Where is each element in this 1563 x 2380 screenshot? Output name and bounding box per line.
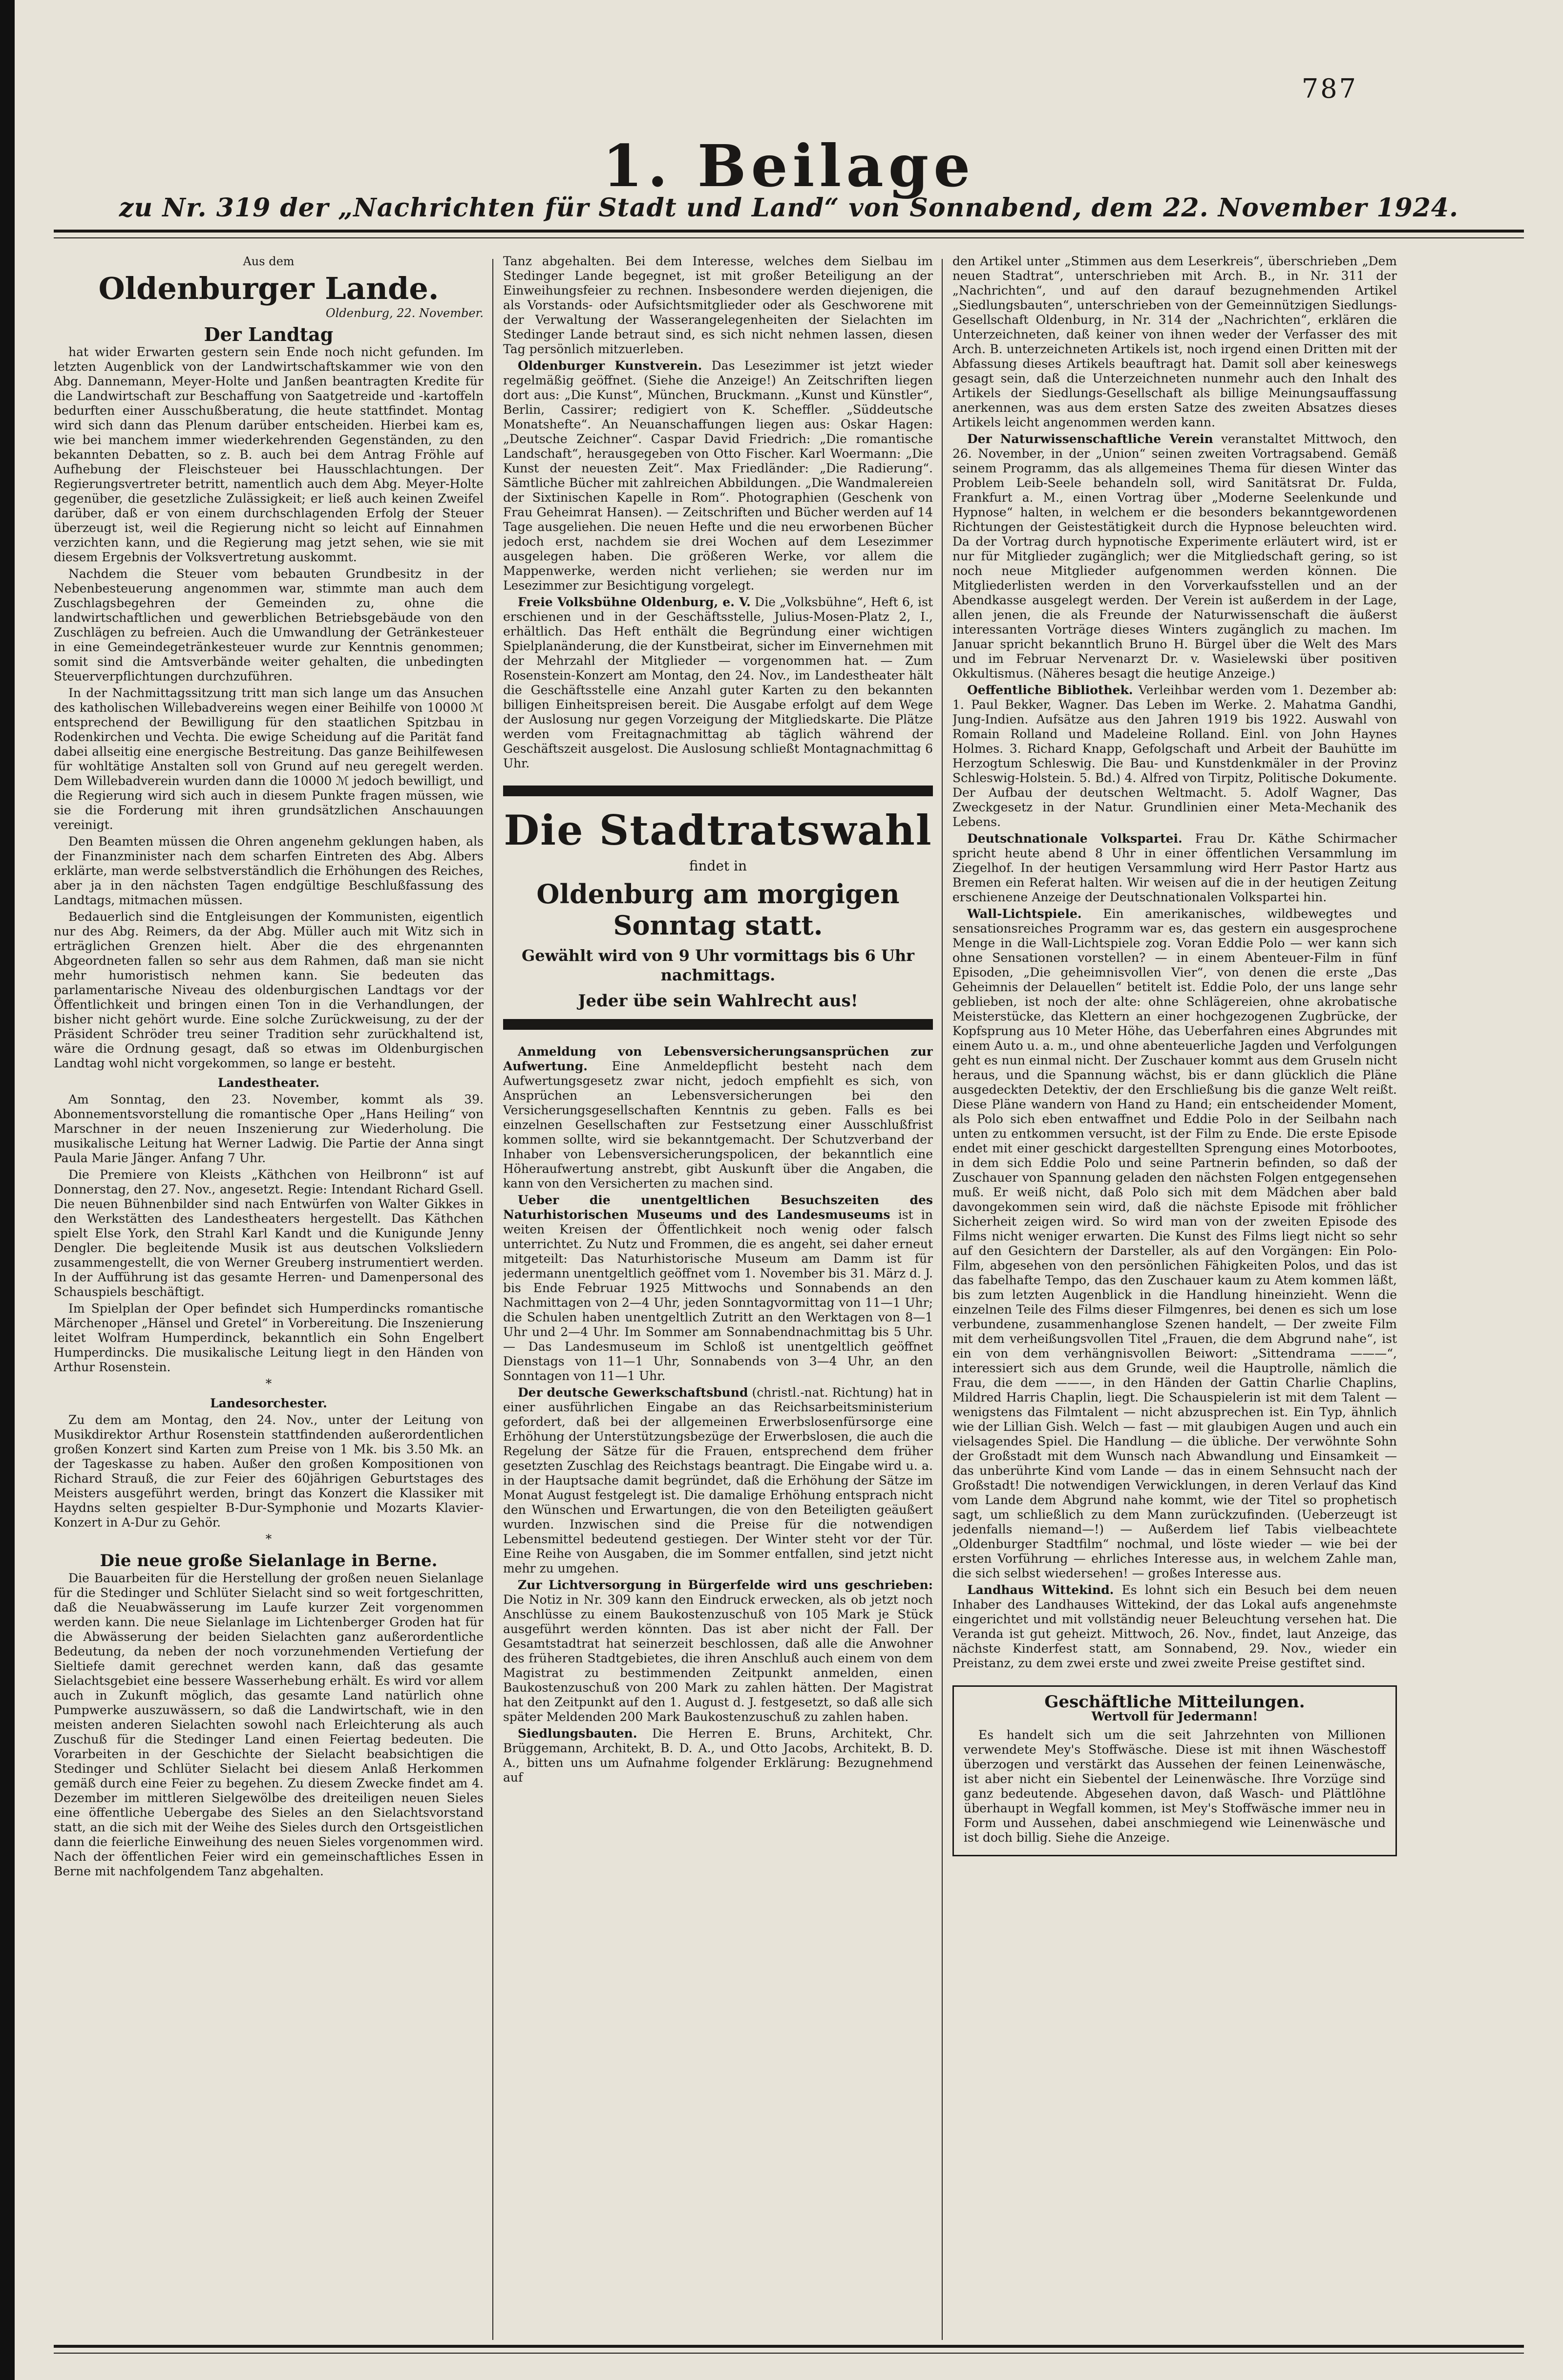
separator-star: * [265,1532,272,1546]
article-paragraph: hat wider Erwarten gestern sein Ende noch nicht gefunden. Im letzten Augenblick von der Landwirtschaftskammer wie von den Abg. Dannemann, Meyer-Holte und Janßen beantragten Kredite für die Landwirtschaft zur Beschaffung von Saatgetreide und -kartoffeln bedurften einer Ausschußberatung, die heute stattfindet. Montag wird sich dann das Plenum darüber entscheiden. Hierbei kam es, wie bei manchem immer wiederkehrenden Gegenständen, zu den bekannten Debatten, so z. B. auch bei dem Antrag Fröhle auf Aufhebung der Fleischsteuer bei Hausschlachtungen. Der Regierungsvertreter betritt, namentlich auch dem Abg. Meyer-Holte gegenüber, die gesetzliche Zulässigkeit; er ließ auch keinen Zweifel darüber, daß er von einem durchschlagenden Erfolg der Steuer überzeugt ist, weil die Regierung nicht so leicht auf Einnahmen verzichten kann, und die Regierung mag jetzt sehen, wie sie mit diesem Ergebnis der Volksvertretung auskommt. [54,345,484,564]
article-paragraph: Zu dem am Montag, den 24. Nov., unter der Leitung von Musikdirektor Arthur Rosenstein stattfindenden außerordentlichen großen Konzert sind Karten zum Preise von 1 Mk. bis 3.50 Mk. an der Tageskasse zu haben. Außer den großen Kompositionen von Richard Strauß, die zur Feier des 60jährigen Geburtstages des Meisters ausgeführt werden, bringt das Konzert die Klassiker mit Haydns selten gespielter B-Dur-Symphonie und Mozarts Klavier-Konzert in A-Dur zu Gehör. [54,1413,484,1530]
ad-findet: findet in [689,858,747,874]
item-text: Die Notiz in Nr. 309 kann den Eindruck erwecken, als ob jetzt noch Anschlüsse zu einem Baukostenzuschuß von 105 Mark je Stück ausgeführt werden könnten. Das ist aber nicht der Fall. Der Gesamtstadtrat hat seinerzeit beschlossen, daß alle die Anwohner des früheren Stadtgebietes, die ihren Anschluß auch einem von dem Magistrat zu bestimmenden Zeitpunkt anmelden, einen Baukostenzuschuß von 200 Mark zu zahlen hätten. Der Magistrat hat den Zeitpunkt auf den 1. August d. J. festgesetzt, so daß alle sich später Meldenden 200 Mark Baukostenzuschuß zu zahlen haben. [503,1593,933,1724]
item-lead: Deutschnationale Volkspartei. [967,831,1183,846]
item-lead: Oeffentliche Bibliothek. [967,683,1133,697]
ad-place: Oldenburg am morgigen Sonntag statt. [536,878,900,941]
item-lead: Der Naturwissenschaftliche Verein [967,432,1213,446]
item-text: Es lohnt sich ein Besuch bei dem neuen Inhaber des Landhauses Wittekind, der das Lokal aufs angenehmste eingerichtet und mit vollständig neuer Beleuchtung versehen hat. Die Veranda ist gut geheizt. Mittwoch, 26. Nov., findet, laut Anzeige, das nächste Kinderfest statt, am Sonnabend, 29. Nov., wieder ein Preistanz, zu dem zwei erste und zwei zweite Preise gestiftet sind. [952,1583,1397,1670]
article-paragraph: Die Bauarbeiten für die Herstellung der großen neuen Sielanlage für die Stedinger und Schlüter Sielacht sind so weit fortgeschritten, daß die Neuabwässerung im Laufe kurzer Zeit vorgenommen werden kann. Die neue Sielanlage im Lichtenberger Groden hat für die Abwässerung der beiden Sielachten ganz außerordentliche Bedeutung, da neben der noch vorzunehmenden Vertiefung der Sieltiefe damit gerechnet werden kann, daß das gesamte Sielachtsgebiet eine bessere Wasserhebung erhält. Es wird vor allem auch in Zukunft möglich, das gesamte Land natürlich ohne Pumpwerke auszuwässern, so daß die Landwirtschaft, wie in den meisten anderen Sielachten sowohl nach Erleichterung als auch Zuschuß für die Stedinger Land einen Feiertag bedeuten. Die Vorarbeiten in der Geschichte der Sielacht beabsichtigen die Stedinger und Schlüter Sielacht bei diesem Anlaß Herkommen gemäß durch eine Feier zu begehen. Zu diesem Zwecke findet am 4. Dezember im mittleren Sielgewölbe des dreiteiligen neuen Sieles eine öffentliche Uebergabe des Sieles an den Sielachtsvorstand statt, an die sich mit der Weihe des Sieles durch den Ortsgeistlichen dann die feierliche Einweihung des neuen Sieles vorgenommen wird. Nach der öffentlichen Feier wird ein gemeinschaftliches Essen in Berne mit nachfolgendem Tanz abgehalten. [54,1571,484,1878]
item-text: Die Herren E. Bruns, Architekt, Chr. Brüggemann, Architekt, B. D. A., und Otto Jacobs, Architekt, B. D. A., bitten uns um Aufnahme folgender Erklärung: Bezugnehmend auf [503,1726,933,1785]
article-paragraph: Im Spielplan der Oper befindet sich Humperdincks romantische Märchenoper „Hänsel und Gretel“ in Vorbereitung. Die Inszenierung leitet Wolfram Humperdinck, bekanntlich ein Sohn Engelbert Humperdincks. Die musikalische Leitung liegt in den Händen von Arthur Rosenstein. [54,1301,484,1374]
item-lead: Wall-Lichtspiele. [967,907,1082,921]
business-notices-title: Geschäftliche Mitteilungen. [1044,1692,1305,1712]
item-lead: Oldenburger Kunstverein. [518,359,702,373]
election-advertisement [503,786,933,1030]
separator-star: * [265,1377,272,1391]
supplement-subtitle: zu Nr. 319 der „Nachrichten für Stadt und Land“ von Sonnabend, dem 22. November 1924. [119,193,1459,223]
column-3 [952,254,1397,2335]
article-heading-theater: Landestheater. [217,1076,320,1090]
header-rule [54,230,1524,238]
column-rule [942,259,943,2340]
column-1 [54,254,484,2335]
scan-edge [0,0,15,2380]
newspaper-page [15,0,1563,2380]
article-paragraph: Den Beamten müssen die Ohren angenehm geklungen haben, als der Finanzminister nach dem scharfen Eintreten des Abg. Albers erklärte, man werde selbstverständlich die Erhöhungen des Reiches, aber ja in den nächsten Tagen endgültige Beschlußfassung des Landtags, mitmachen müssen. [54,834,484,907]
article-paragraph: Tanz abgehalten. Bei dem Interesse, welches dem Sielbau im Stedinger Lande begegnet, ist mit großer Beteiligung an der Einweihungsfeier zu rechnen. Insbesondere werden diejenigen, die als Vorstands- oder Aufsichtsmitglieder oder als Geschworene mit der Verwaltung der Wasserangelegenheiten der Sielachten im Stedinger Lande betraut sind, es sich nicht nehmen lassen, diesen Tag persönlich mitzuerleben. [503,254,933,356]
page-number: 787 [1301,73,1358,104]
ad-title: Die Stadtratswahl [504,806,932,854]
article-paragraph: Bedauerlich sind die Entgleisungen der Kommunisten, eigentlich nur des Abg. Reimers, da der Abg. Müller auch mit Witz sich in erträglichen Grenzen hielt. Aber die des ehrgenannten Abgeordneten fallen so sehr aus dem Rahmen, daß man sie nicht mehr humoristisch nehmen kann. Sie bedeuten das parlamentarische Niveau des oldenburgischen Landtags vor der Öffentlichkeit und bringen einen Ton in die Verhandlungen, der bisher nicht gehört wurde. Eine solche Zurückweisung, zu der der Präsident Schröder treu seiner Tradition sehr zurückhaltend ist, wäre die Ordnung gesagt, daß so etwas im Oldenburgischen Landtag wohl nicht vorgekommen, so lange er besteht. [54,910,484,1070]
item-text: veranstaltet Mittwoch, den 26. November, in der „Union“ seinen zweiten Vortragsabend. Gemäß seinem Programm, das als allgemeines Thema für diesen Winter das Problem Leib-Seele behandeln soll, wird Sanitätsrat Dr. Fulda, Frankfurt a. M., einen Vortrag über „Moderne Seelenkunde und Hypnose“ halten, in welchem er die besonders bekanntgewordenen Richtungen der Geistestätigkeit durch die Hypnose beleuchten wird. Da der Vortrag durch hypnotische Experimente erläutert wird, ist er nur für Mitglieder zugänglich; wer die Mitgliedschaft gering, so ist noch neue Mitglieder aufgenommen werden können. Die Mitgliederlisten werden in den Vorverkaufsstellen und an der Abendkasse ausgelegt werden. Der Verein ist außerdem in der Lage, allen jenen, die als Freunde der Naturwissenschaft die äußerst interessanten Vorträge dieses Winters zugänglich zu machen. Im Januar spricht bekanntlich Bruno H. Bürgel über die Welt des Mars und im Februar Nervenarzt Dr. v. Wasielewski über positiven Okkultismus. (Näheres besagt die heutige Anzeige.) [952,432,1397,680]
dateline: Oldenburg, 22. November. [325,306,484,320]
item-lead: Der deutsche Gewerkschaftsbund [518,1385,748,1400]
column-2 [503,254,933,2335]
article-heading-orchester: Landesorchester. [210,1396,327,1410]
item-lead: Zur Lichtversorgung in Bürgerfelde wird uns geschrieben: [518,1578,933,1592]
item-text: Frau Dr. Käthe Schirmacher spricht heute abend 8 Uhr in einer öffentlichen Versammlung im Ziegelhof. In der heutigen Versammlung wird Herr Pastor Hartz aus Bremen ein Referat halten. Wir weisen auf die in der heutigen Zeitung erschienene Anzeige der Deutschnationalen Volkspartei hin. [952,831,1397,904]
article-paragraph: In der Nachmittagssitzung tritt man sich lange um das Ansuchen des katholischen Willebadvereins wegen einer Beihilfe von 10000 ℳ entsprechend der Bewilligung für den staatlichen Spitzbau in Rodenkirchen und Vechta. Die ewige Scheidung auf die Parität fand dabei allseitig eine energische Bestreitung. Das ganze Beihilfewesen für wohltätige Anstalten soll von Grund auf neu geregelt werden. Dem Willebadverein wurden dann die 10000 ℳ jedoch bewilligt, und die Regierung wird sich auch in diesem Punkte fragen müssen, wie sie die Forderung mit ihren grundsätzlichen Anschauungen vereinigt. [54,686,484,832]
item-text: ist in weiten Kreisen der Öffentlichkeit noch wenig oder falsch unterrichtet. Zu Nutz und Frommen, die es angeht, sei daher erneut mitgeteilt: Das Naturhistorische Museum am Damm ist für jedermann unentgeltlich geöffnet vom 1. November bis 31. März d. J. bis Ende Februar 1925 Mittwochs und Sonnabends an den Nachmittagen von 2—4 Uhr, jeden Sonntagvormittag von 11—1 Uhr; die Schulen haben unentgeltlich Zutritt an den Werktagen von 8—1 Uhr und 2—4 Uhr. Im Sommer am Sonnabendnachmittag bis 5 Uhr. — Das Landesmuseum im Schloß ist unentgeltlich geöffnet Dienstags von 11—1 Uhr, Sonnabends von 3—4 Uhr, an den Sonntagen von 11—1 Uhr. [503,1208,933,1383]
ad-time: Gewählt wird von 9 Uhr vormittags bis 6 Uhr nachmittags. [521,946,915,984]
item-text: Eine Anmeldepflicht besteht nach dem Aufwertungsgesetz zwar nicht, jedoch empfiehlt es sich, von Ansprüchen an Lebensversicherungen bei den Versicherungsgesellschaften Kenntnis zu geben. Falls es bei einzelnen Gesellschaften zur Festsetzung einer Ausschlußfrist kommen sollte, wird sie bekanntgemacht. Der Schutzverband der Inhaber von Lebensversicherungspolicen, der bekanntlich eine Höheraufwertung anstrebt, gibt Auskunft über die Angaben, die kann von den Versicherten zu machen sind. [503,1059,933,1190]
item-lead: Landhaus Wittekind. [967,1583,1114,1597]
article-heading-landtag: Der Landtag [204,323,334,345]
article-paragraph: Die Premiere von Kleists „Käthchen von Heilbronn“ ist auf Donnerstag, den 27. Nov., angesetzt. Regie: Intendant Richard Gsell. Die neuen Bühnenbilder sind nach Entwürfen von Walter Gikkes in den Werkstätten des Landestheaters hergestellt. Das Käthchen spielt Else York, den Strahl Karl Kandt und die Kunigunde Jenny Dengler. Die begleitende Musik ist aus deutschen Volksliedern zusammengestellt, die von Werner Greuberg instrumentiert werden. In der Aufführung ist das gesamte Herren- und Damenpersonal des Schauspiels beschäftigt. [54,1168,484,1299]
ad-call: Jeder übe sein Wahlrecht aus! [578,991,858,1011]
section-kicker: Aus dem [243,255,295,268]
article-paragraph: den Artikel unter „Stimmen aus dem Leserkreis“, überschrieben „Dem neuen Stadtrat“, unterschrieben mit Arch. B., in Nr. 311 der „Nachrichten“, und auf den darauf bezugnehmenden Artikel „Siedlungsbauten“, unterschrieben von der Gemeinnützigen Siedlungs-Gesellschaft Oldenburg, in Nr. 314 der „Nachrichten“, erklären die Unterzeichneten, daß keiner von ihnen weder der Verfasser des mit Arch. B. unterzeichneten Artikels ist, noch irgend einen Dritten mit der Abfassung dieses Artikels beauftragt hat. Damit soll aber keineswegs gesagt sein, daß die Unterzeichneten nunmehr auch den Inhalt des Artikels der Siedlungs-Gesellschaft als billige Meinungsauffassung anerkennen, was aus dem ersten Satze des zweiten Absatzes dieses Artikels leicht angenommen werden kann. [952,254,1397,429]
item-lead: Siedlungsbauten. [518,1726,637,1741]
business-notices-subtitle: Wertvoll für Jedermann! [1091,1709,1258,1723]
business-notices-text: Es handelt sich um die seit Jahrzehnten von Millionen verwendete Mey's Stoffwäsche. Diese ist mit ihnen Wäschestoff überzogen und verstärkt das Aussehen der feinen Leinenwäsche, ist aber nicht ein Siebentel der Leinenwäsche. Ihre Vorzüge sind ganz bedeutende. Abgesehen davon, daß Wasch- und Plättlöhne überhaupt in Wegfall kommen, ist Mey's Stoffwäsche immer neu in Form und Aussehen, dabei anschmiegend wie Leinenwäsche und ist doch billig. Siehe die Anzeige. [964,1728,1386,1845]
footer-rule [54,2345,1524,2354]
item-text: (christl.-nat. Richtung) hat in einer ausführlichen Eingabe an das Reichsarbeitsministerium gefordert, daß bei der allgemeinen Erwerbslosenfürsorge eine Erhöhung der Unterstützungsbezüge der Erwerbslosen, die auch die Regelung der Sätze für die Frauen, entsprechend dem früher gesetzten Zuschlag des Reichstags beantragt. Die Eingabe wird u. a. in der Hauptsache damit begründet, daß die Erhöhung der Sätze im Monat August festgelegt ist. Die damalige Erhöhung entsprach nicht den Wünschen und Erwartungen, die von den Beteiligten geäußert wurden. Inzwischen sind die Preise für die notwendigen Lebensmittel bedeutend gestiegen. Der Winter steht vor der Tür. Eine Reihe von Ausgaben, die im Sommer entfallen, sind jetzt nicht mehr zu umgehen. [503,1385,933,1575]
item-lead: Anmeldung von Lebensversicherungsansprüchen zur Aufwertung. [503,1044,933,1073]
column-rule [492,259,493,2340]
article-paragraph: Nachdem die Steuer vom bebauten Grundbesitz in der Nebenbesteuerung angenommen war, stimmte man auch dem Zuschlagsbegehren der Gemeinden zu, ohne die landwirtschaftlichen und gewerblichen Betriebsgebäude von den Zuschlägen zu befreien. Auch die Umwandlung der Getränkesteuer in eine Gemeindegetränkesteuer wurde zur Kenntnis genommen; somit sind die Amtsverbände weiter gehalten, die unbedingten Steuerverpflichtungen durchzuführen. [54,567,484,683]
item-text: Das Lesezimmer ist jetzt wieder regelmäßig geöffnet. (Siehe die Anzeige!) An Zeitschriften liegen dort aus: „Die Kunst“, München, Bruckmann. „Kunst und Künstler“, Berlin, Cassirer; redigiert von K. Scheffler. „Süddeutsche Monatshefte“. An Neuanschaffungen liegen aus: Oskar Hagen: „Deutsche Zeichner“. Caspar David Friedrich: „Die romantische Landschaft“, herausgegeben von Otto Fischer. Karl Woermann: „Die Kunst der neuesten Zeit“. Max Friedländer: „Die Radierung“. Sämtliche Bücher mit zahlreichen Abbildungen. „Die Wandmalereien der Sixtinischen Kapelle in Rom“. Photographien (Geschenk von Frau Geheimrat Hansen). — Zeitschriften und Bücher werden auf 14 Tage ausgeliehen. Die neuen Hefte und die neu erworbenen Bücher jedoch erst, nachdem sie drei Wochen auf dem Lesezimmer ausgelegen haben. Die größeren Werke, vor allem die Mappenwerke, werden nicht verliehen; sie werden nur im Lesezimmer zur Besichtigung vorgelegt. [503,359,933,593]
item-text: Verleihbar werden vom 1. Dezember ab: 1. Paul Bekker, Wagner. Das Leben im Werke. 2. Mahatma Gandhi, Jung-Indien. Aufsätze aus den Jahren 1919 bis 1922. Auswahl von Romain Rolland und Madeleine Rolland. Einl. von John Haynes Holmes. 3. Richard Knapp, Gefolgschaft und Arbeit der Bauhütte im Herzogtum Schleswig. Die Bau- und Kunstdenkmäler in der Provinz Schleswig-Holstein. 5. Bd.) 4. Alfred von Tirpitz, Politische Dokumente. Der Aufbau der deutschen Weltmacht. 5. Adolf Wagner, Das Zweckgesetz in der Natur. Grundlinien einer Meta-Mechanik des Lebens. [952,683,1397,829]
article-heading-sielanlage: Die neue große Sielanlage in Berne. [100,1551,438,1571]
item-text: Ein amerikanisches, wildbewegtes und sensationsreiches Programm war es, das gestern ein ausgesprochene Menge in die Wall-Lichtspiele zog. Voran Eddie Polo — wer kann sich ohne Sensationen vorstellen? — in einem Abenteuer-Film in fünf Episoden, „Die geheimnisvollen Vier“, von denen die erste „Das Geheimnis der Delauellen“ betitelt ist. Eddie Polo, der uns lange sehr geblieben, ist noch der alte: ohne Schlägereien, ohne akrobatische Meisterstücke, das Klettern an einer hochgezogenen Zugbrücke, der Kopfsprung aus 10 Meter Höhe, das Ueberfahren eines Abgrundes mit einem Auto u. a. m., und ohne abenteuerliche Jagden und Verfolgungen geht es nun einmal nicht. Der Zuschauer kommt aus dem Gruseln nicht heraus, und die Spannung wächst, bis er dann glücklich die Pläne ausgedeckten Detektiv, der den Erschließung bis die ganze Welt reißt. Diese Pläne wandern von Hand zu Hand; ein entscheidender Moment, als Polo sich eben entwaffnet und Eddie Polo in der Seilbahn nach unten zu entkommen versucht, ist der Film zu Ende. Die erste Episode endet mit einer geschickt dargestellten Sprengung eines Motorbootes, in dem sich Eddie Polo und seine Partnerin befinden, so daß der Zuschauer von Spannung geladen den nächsten Folgen entgegensehen muß. Er weiß nicht, daß Polo sich mit dem Mädchen aber bald davongekommen sein wird, daß die nächste Episode mit fröhlicher Sicherheit zeigen wird. So wird man von der zweiten Episode des Films nicht weniger erwarten. Die Kunst des Films liegt nicht so sehr auf den Gesichtern der Darsteller, als auf den Vorgängen: Ein Polo-Film, abgesehen von den persönlichen Fähigkeiten Polos, und das ist das fabelhafte Tempo, das den Zuschauer kaum zu Atem kommen läßt, bis zum letzten Augenblick in die Handlung hineinzieht. Wenn die einzelnen Teile des Films dieser Filmgenres, bei denen es sich um lose verbundene, zusammenhanglose Szenen handelt, — Der zweite Film mit dem verheißungsvollen Titel „Frauen, die dem Abgrund nahe“, ist ein von dem verhängnisvollen Beiwort: „Sittendrama ———“, interessiert sich aus dem Grunde, weil die Hauptrolle, nämlich die Frau, die dem ———, in den Händen der Gattin Charlie Chaplins, Mildred Harris Chaplin, liegt. Die Schauspielerin ist mit dem Talent — wenigstens das Filmtalent — nicht abzusprechen ist. Ein Typ, ähnlich wie der Lillian Gish. Welch — fast — mit glaubigen Augen und auch ein vielsagendes Spiel. Die Handlung — die übliche. Der verwöhnte Sohn der Großstadt mit dem Wunsch nach Abwandlung und Einsamkeit — das unberührte Kind vom Lande — das in einem Sehnsucht nach der Großstadt! Die notwendigen Verwicklungen, in deren Verlauf das Kind vom Lande dem Abgrund nahe kommt, wie der Titel so prophetisch sagt, um schließlich zu dem Mann zurückzufinden. (Ueberzeugt ist jedenfalls niemand—!) — Außerdem lief Tabis vielbeachtete „Oldenburger Stadtfilm“ nochmal, und löste wieder — wie bei der ersten Vorführung — ehrliches Interesse aus, in welchem Zahle man, die sich selbst wiedersehen! — großes Interesse aus. [952,907,1397,1580]
item-text: Die „Volksbühne“, Heft 6, ist erschienen und in der Geschäftsstelle, Julius-Mosen-Platz 2, I., erhältlich. Das Heft enthält die Begründung einer wichtigen Spielplanänderung, die der Kunstbeirat, sicher im Einvernehmen mit der Mehrzahl der Mitglieder — vorgenommen hat. — Zum Rosenstein-Konzert am Montag, den 24. Nov., im Landestheater hält die Geschäftsstelle eine Anzahl guter Karten zu den bekannten billigen Einheitspreisen bereit. Die Ausgabe erfolgt auf dem Wege der Auslosung nur gegen Vorzeigung der Mitgliedskarte. Die Plätze werden vom Freitagnachmittag ab täglich während der Geschäftszeit ausgelost. Die Auslosung schließt Montagnachmittag 6 Uhr. [503,595,933,770]
supplement-title: 1. Beilage [602,132,975,200]
business-notices-box [952,1685,1397,1856]
article-paragraph: Am Sonntag, den 23. November, kommt als 39. Abonnementsvorstellung die romantische Oper „Hans Heiling“ von Marschner in der neuen Inszenierung zur Wiederholung. Die musikalische Leitung hat Werner Ladwig. Die Partie der Anna singt Paula Marie Jänger. Anfang 7 Uhr. [54,1092,484,1165]
item-lead: Ueber die unentgeltlichen Besuchszeiten des Naturhistorischen Museums und des Landesmuseums [503,1193,933,1222]
section-heading: Oldenburger Lande. [98,271,439,306]
item-lead: Freie Volksbühne Oldenburg, e. V. [518,595,751,609]
